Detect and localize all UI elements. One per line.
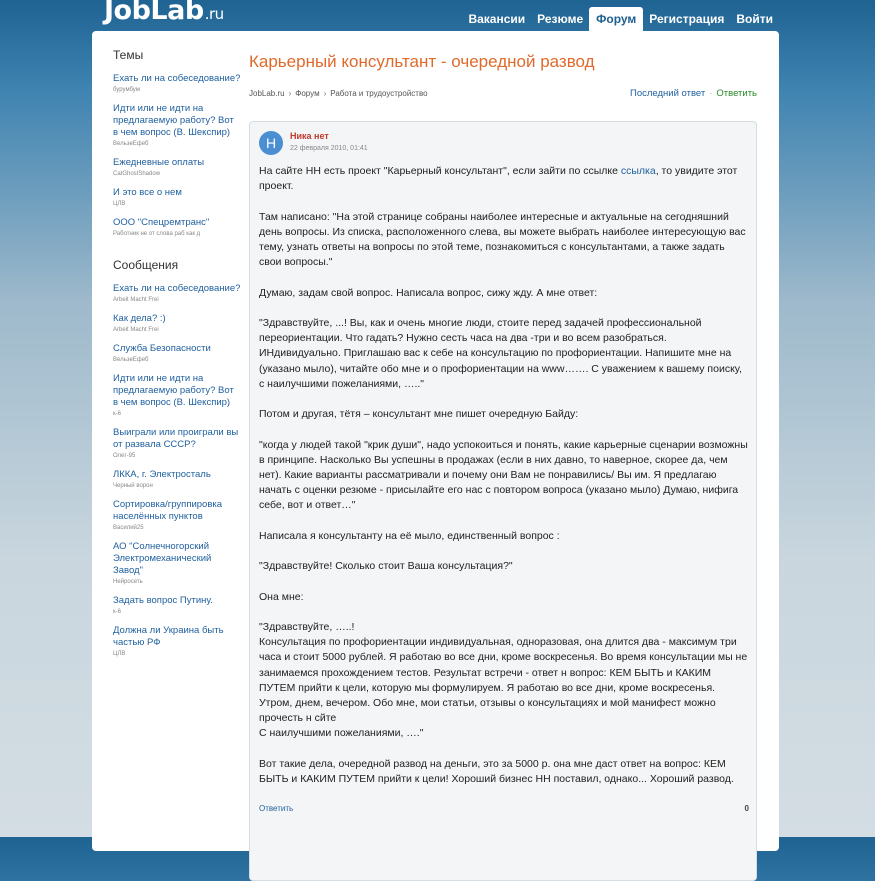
post-paragraph: С наилучшими пожеланиями, …." (259, 727, 424, 740)
message-item (113, 595, 241, 616)
post-paragraph: Написала я консультанту на её мыло, единственный вопрос : (259, 529, 560, 542)
message-link[interactable]: Как дела? :) (113, 313, 166, 324)
forum-post (249, 121, 757, 881)
message-author: к-6 (113, 609, 121, 615)
message-link[interactable]: Сортировка/группировка населённых пунктов (113, 499, 223, 522)
message-item (113, 313, 241, 334)
topic-item (113, 157, 241, 178)
topic-link[interactable]: ООО "Спецремтранс" (113, 217, 210, 228)
post-paragraph: Вот такие дела, очередной развод на деньги, это за 5000 р. она мне даст ответ на вопрос: КЕМ БЫТЬ и КАКИМ ПУТЕМ прийти к цели! Хороший бизнес НН поставил, однако... Хороший развод. (259, 757, 734, 785)
message-link[interactable]: Должна ли Украина быть частью РФ (113, 625, 224, 648)
message-author: к-6 (113, 411, 121, 417)
post-paragraph: "когда у людей такой "крик души", надо успокоиться и понять, какие карьерные сценарии возможны в принципе. Насколько Вы успешны в продажах (если в них давно, то наверное, скорее да, чем нет). Какие варианты рассматривали и почему они Вам не понравились/ Вы им. Я предлагаю начать с оценки резюме - присылайте его нас с повтором вопроса (указано мыло) Думаю, нифига себе, вот и ответ…" (259, 438, 748, 512)
last-answer-link[interactable]: Последний ответ (630, 88, 706, 99)
message-author: Василий25 (113, 525, 144, 531)
post-paragraph: Там написано: "На этой странице собраны наиболее интересные и актуальные на сегодняшний день вопросы. Из списка, расположенного слева, вы можете выбрать наиболее интересующую вас тему, узнать ответы на вопросы по этой теме, познакомиться с консультантами, а также задать свои вопросы." (259, 210, 746, 269)
nav-resume[interactable]: Резюме (537, 12, 584, 26)
topic-item (113, 103, 241, 148)
top-navigation (462, 7, 779, 31)
post-paragraph: Она мне: (259, 590, 304, 603)
message-link[interactable]: Ехать ли на собеседование? (113, 283, 241, 294)
nav-vacancies[interactable]: Вакансии (468, 12, 526, 26)
post-author[interactable]: Ника нет (290, 131, 329, 141)
post-reply-link[interactable]: Ответить (259, 804, 294, 813)
avatar: Н (259, 131, 283, 155)
reply-count: 0 (744, 804, 749, 813)
message-item (113, 469, 241, 490)
post-paragraph: "Здравствуйте, ...! Вы, как и очень многие люди, стоите перед задачей профессиональной переориентации. Что гадать? Нужно сесть часа на два -три и во всем разобраться. ИНдивидуально. Приглашаю вас к себе на консультацию по профориентации. Напишите мне на (указано мыло), читайте обо мне и о профориентации на www……. С уважением к вашему поиску, с наилучшими пожеланиями, ….." (259, 316, 742, 390)
message-author: ВельзеЕфеб (113, 357, 149, 363)
message-item (113, 343, 241, 364)
message-item (113, 373, 241, 418)
main-content (249, 51, 757, 813)
separator-dot: · (709, 88, 713, 99)
topic-link[interactable]: Ехать ли на собеседование? (113, 73, 241, 84)
post-body (259, 164, 749, 787)
message-link[interactable]: Идти или не идти на предлагаемую работу? Вот в чем вопрос (В. Шекспир) (113, 373, 234, 408)
reply-link[interactable]: Ответить (716, 88, 757, 99)
breadcrumb-separator-icon: › (288, 89, 292, 98)
post-paragraph: Думаю, задам свой вопрос. Написала вопрос, сижу жду. А мне ответ: (259, 286, 598, 299)
sidebar (113, 48, 241, 667)
message-author: Arbeit Macht Frei (113, 327, 159, 333)
message-link[interactable]: ЛККА, г. Электросталь (113, 469, 211, 480)
message-author: Нейросеть (113, 579, 143, 585)
topic-author: CatGhostShadow (113, 171, 161, 177)
topic-link[interactable]: Ежедневные оплаты (113, 157, 205, 168)
message-link[interactable]: АО "Солнечногорский Электромеханический Завод" (113, 541, 212, 576)
topic-link[interactable]: И это все о нем (113, 187, 182, 198)
post-link[interactable]: ссылка (620, 165, 656, 177)
page-title: Карьерный консультант - очередной развод (249, 52, 595, 71)
topic-link[interactable]: Идти или не идти на предлагаемую работу? Вот в чем вопрос (В. Шекспир) (113, 103, 234, 138)
nav-forum[interactable]: Форум (589, 7, 643, 31)
topic-author: бурумбум (113, 87, 140, 93)
post-paragraph: На сайте НН есть проект "Карьерный консультант", если зайти по ссылке ссылка, то увидите этот проект. (259, 165, 738, 193)
breadcrumb (249, 89, 428, 98)
message-link[interactable]: Задать вопрос Путину. (113, 595, 213, 606)
post-date: 22 февраля 2010, 01:41 (290, 145, 368, 152)
breadcrumb-forum[interactable]: Форум (295, 89, 320, 98)
site-logo[interactable]: JobLab.ru (104, 0, 224, 26)
message-author: ЦЛВ (113, 651, 126, 657)
message-item (113, 427, 241, 460)
breadcrumb-separator-icon: › (323, 89, 327, 98)
message-author: Черный ворон (113, 483, 153, 489)
topic-item (113, 217, 241, 238)
post-paragraph: "Здравствуйте! Сколько стоит Ваша консультация?" (259, 560, 513, 573)
nav-login[interactable]: Войти (736, 12, 773, 26)
message-item (113, 541, 241, 586)
message-link[interactable]: Выиграли или проиграли вы от развала СССР? (113, 427, 239, 450)
thread-actions (630, 88, 757, 99)
post-paragraph: "Здравствуйте, …..! (259, 620, 355, 633)
content-panel (92, 31, 779, 851)
topic-author: ВельзеЕфеб (113, 141, 149, 147)
post-paragraph: Консультация по профориентации индивидуальная, одноразовая, она длится два - максимум три часа и стоит 5000 рублей. Я работаю во все дни, кроме воскресенья. Во время консультации мы не занимаемся прохождением тестов. Результат встречи - ответ н вопрос: КЕМ БЫТЬ и КАКИМ ПУТЕМ прийти к цели, которую мы формулируем. Я работаю во все дни, кроме воскресенья. Утром, днем, вечером. Обо мне, мои статьи, отзывы о консультациях и мой манифест можно прочесть н сйте (259, 636, 748, 725)
message-author: Arbeit Macht Frei (113, 297, 159, 303)
topic-item (113, 73, 241, 94)
message-link[interactable]: Служба Безопасности (113, 343, 211, 354)
topic-author: Работник не от слова раб как д (113, 231, 201, 237)
post-paragraph: Потом и другая, тётя – консультант мне пишет очередную Байду: (259, 408, 579, 421)
message-item (113, 625, 241, 658)
topics-heading: Темы (113, 48, 144, 62)
message-author: Олег-95 (113, 453, 136, 459)
topic-item (113, 187, 241, 208)
message-item (113, 283, 241, 304)
post-footer (259, 804, 749, 813)
breadcrumb-category[interactable]: Работа и трудоустройство (330, 89, 428, 98)
nav-register[interactable]: Регистрация (649, 12, 725, 26)
message-item (113, 499, 241, 532)
breadcrumb-home[interactable]: JobLab.ru (249, 89, 285, 98)
topic-author: ЦЛВ (113, 201, 126, 207)
messages-heading: Сообщения (113, 258, 179, 272)
